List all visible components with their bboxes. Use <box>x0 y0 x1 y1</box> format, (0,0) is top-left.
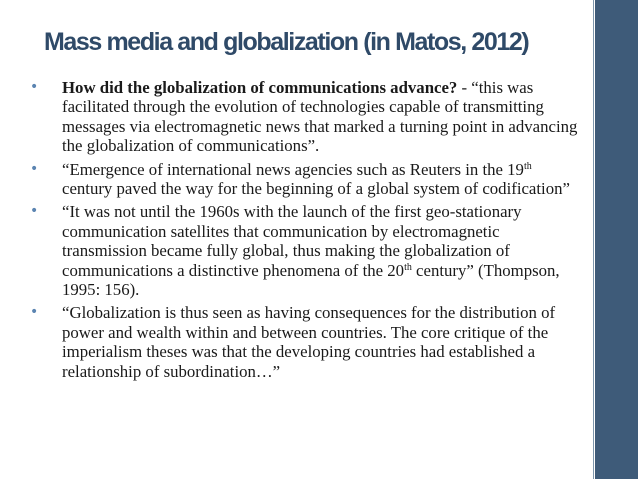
bullet-body-start: “It was not until the 1960s with the launch of the first geo-stationary communication satellites that communication by electromagnetic transmission became fully global, thus making the globalization of communications a distinctive phenomena of the 20 <box>62 202 522 280</box>
bullet-dot-icon: • <box>30 79 39 95</box>
superscript: th <box>404 261 412 273</box>
bullet-dot-icon: • <box>30 203 39 220</box>
bullet-item-2 <box>28 160 584 199</box>
bullet-body-end: century paved the way for the beginning of a global system of codification” <box>62 179 570 199</box>
bullet-body: - “this was facilitated through the evolution of technologies capable of transmitting messages via electromagnetic news that marked a turning point in advancing the globalization of communications”. <box>62 78 578 156</box>
bullet-question: How did the globalization of communications advance? <box>62 78 458 97</box>
side-divider-line <box>593 0 594 479</box>
slide-title: Mass media and globalization (in Matos, 2012) <box>44 28 529 56</box>
bullet-text <box>62 202 584 299</box>
bullet-text: “Globalization is thus seen as having consequences for the distribution of power and wealth within and between countries. The core critique of the imperialism theses was that the developing countries had established a relationship of subordination…” <box>62 303 556 381</box>
bullet-text <box>62 78 584 156</box>
side-accent-bar <box>595 0 638 479</box>
bullet-text <box>62 160 584 199</box>
bullet-item-4 <box>28 303 584 381</box>
bullet-item-3 <box>28 202 584 299</box>
bullet-body-start: “Emergence of international news agencies such as Reuters in the 19 <box>62 159 524 179</box>
bullet-list <box>28 78 584 385</box>
bullet-body-end: century” (Thompson, 1995: 156). <box>62 260 560 300</box>
superscript: th <box>523 160 532 172</box>
bullet-dot-icon: • <box>30 304 39 321</box>
bullet-dot-icon: • <box>30 160 39 177</box>
bullet-item-1 <box>28 78 584 156</box>
